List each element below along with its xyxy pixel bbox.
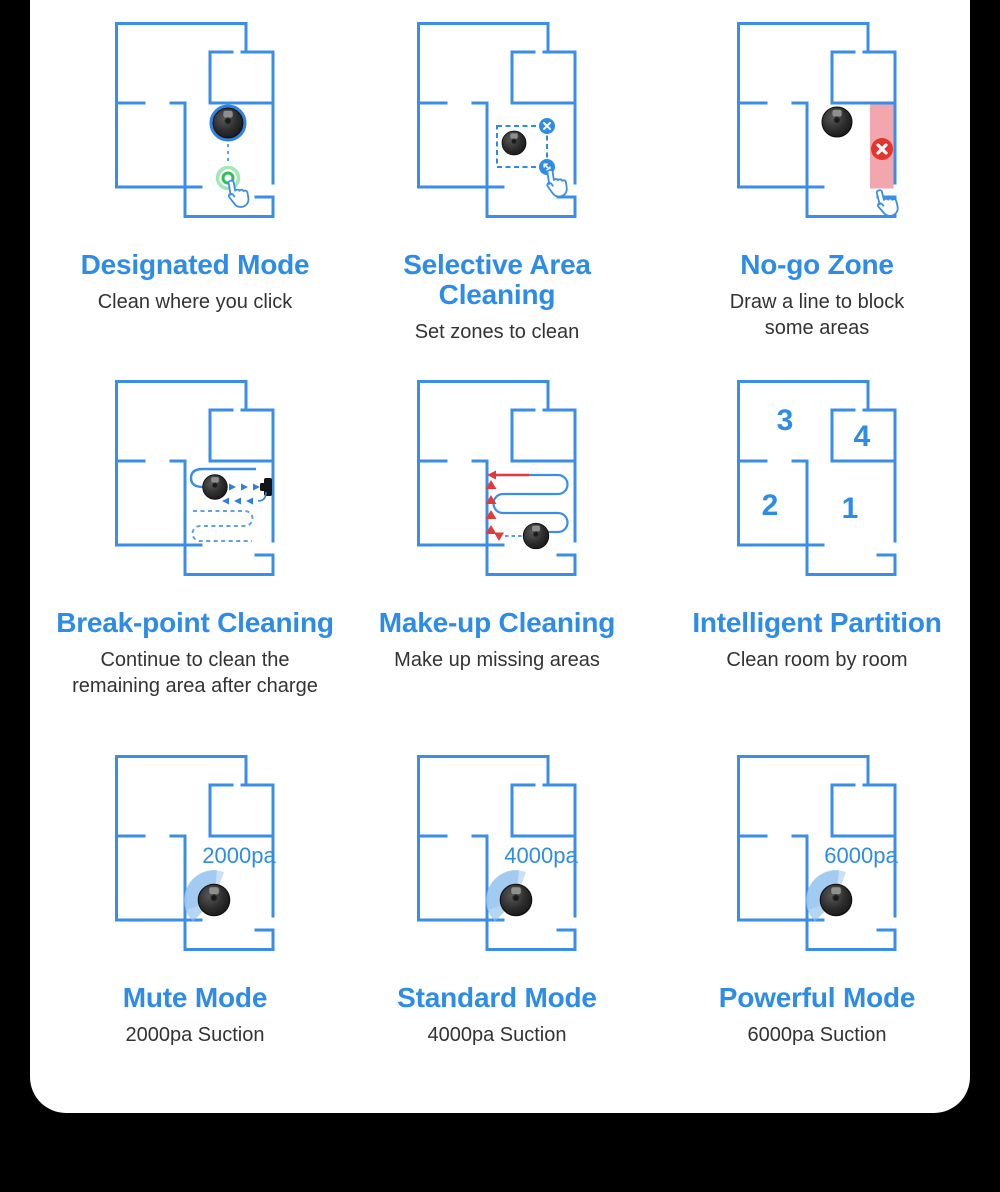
close-button-icon bbox=[539, 118, 555, 134]
feature-tile-breakpoint bbox=[45, 358, 345, 699]
hand-cursor-icon bbox=[874, 187, 899, 218]
floor-plan-drawing bbox=[737, 755, 897, 951]
robot-vacuum-icon bbox=[203, 475, 228, 500]
feature-subtitle: Clean where you click bbox=[97, 291, 293, 313]
remaining-path-dashed bbox=[193, 511, 253, 541]
feature-title: Break-point Cleaning bbox=[56, 607, 334, 638]
serpentine-path bbox=[494, 475, 568, 532]
robot-vacuum-icon bbox=[198, 884, 230, 916]
robot-vacuum-icon bbox=[213, 108, 243, 138]
floor-plan-designated bbox=[115, 22, 275, 218]
feature-tile-nogo-zone bbox=[667, 0, 967, 341]
room-number: 2 bbox=[761, 489, 779, 522]
to-dock-arrows bbox=[229, 484, 260, 491]
floor-plan-powerful bbox=[737, 755, 897, 951]
floor-plan-drawing bbox=[115, 22, 275, 218]
robot-vacuum-icon bbox=[502, 131, 526, 155]
return-arrows bbox=[222, 498, 253, 505]
suction-label: 2000pa bbox=[202, 843, 276, 868]
feature-subtitle: Set zones to clean bbox=[414, 321, 580, 343]
no-go-x-icon bbox=[871, 138, 893, 160]
feature-title: Mute Mode bbox=[122, 982, 268, 1013]
floor-plan-mute bbox=[115, 755, 275, 951]
feature-tile-mute-mode bbox=[45, 733, 345, 1048]
feature-title: No-go Zone bbox=[740, 249, 894, 280]
robot-vacuum-icon bbox=[523, 523, 549, 549]
robot-vacuum-icon bbox=[822, 107, 852, 137]
robot-vacuum-icon bbox=[820, 884, 852, 916]
floor-plan-nogo bbox=[737, 22, 897, 218]
floor-plan-drawing bbox=[737, 380, 897, 576]
target-icon bbox=[218, 168, 239, 189]
feature-tile-designated-mode bbox=[45, 0, 345, 315]
feature-subtitle: Continue to clean the remaining area after charge bbox=[72, 649, 318, 697]
feature-subtitle: 2000pa Suction bbox=[125, 1024, 265, 1046]
feature-tile-selective-area bbox=[347, 0, 647, 345]
floor-plan-drawing bbox=[417, 380, 577, 576]
feature-subtitle: 6000pa Suction bbox=[747, 1024, 887, 1046]
hand-cursor-icon bbox=[545, 168, 568, 198]
robot-vacuum-icon bbox=[500, 884, 532, 916]
floor-plan-standard bbox=[417, 755, 577, 951]
feature-title: Intelligent Partition bbox=[692, 607, 942, 638]
floor-plan-drawing bbox=[417, 755, 577, 951]
feature-subtitle: Clean room by room bbox=[726, 649, 908, 671]
suction-label: 6000pa bbox=[824, 843, 898, 868]
feature-subtitle: Draw a line to block some areas bbox=[729, 291, 905, 339]
feature-title: Standard Mode bbox=[397, 982, 597, 1013]
floor-plan-drawing bbox=[115, 380, 275, 576]
floor-plan-drawing bbox=[115, 755, 275, 951]
feature-tile-powerful-mode bbox=[667, 733, 967, 1048]
feature-title: Selective Area Cleaning bbox=[403, 249, 591, 310]
feature-tile-standard-mode bbox=[347, 733, 647, 1048]
floor-plan-drawing bbox=[737, 22, 897, 218]
feature-title: Powerful Mode bbox=[718, 982, 916, 1013]
feature-subtitle: Make up missing areas bbox=[394, 649, 600, 671]
feature-tile-makeup bbox=[347, 358, 647, 673]
room-number: 4 bbox=[853, 420, 871, 453]
room-number: 1 bbox=[841, 492, 859, 525]
red-arrow-down bbox=[494, 533, 504, 542]
floor-plan-selective bbox=[417, 22, 577, 218]
floor-plan-makeup bbox=[417, 380, 577, 576]
suction-label: 4000pa bbox=[504, 843, 578, 868]
feature-title: Make-up Cleaning bbox=[378, 607, 616, 638]
floor-plan-partition bbox=[737, 380, 897, 576]
feature-title: Designated Mode bbox=[80, 249, 310, 280]
feature-subtitle: 4000pa Suction bbox=[427, 1024, 567, 1046]
feature-tile-partition bbox=[667, 358, 967, 673]
white-card bbox=[30, 0, 970, 1113]
floor-plan-drawing bbox=[417, 22, 577, 218]
floor-plan-breakpoint bbox=[115, 380, 275, 576]
room-number: 3 bbox=[776, 404, 794, 437]
